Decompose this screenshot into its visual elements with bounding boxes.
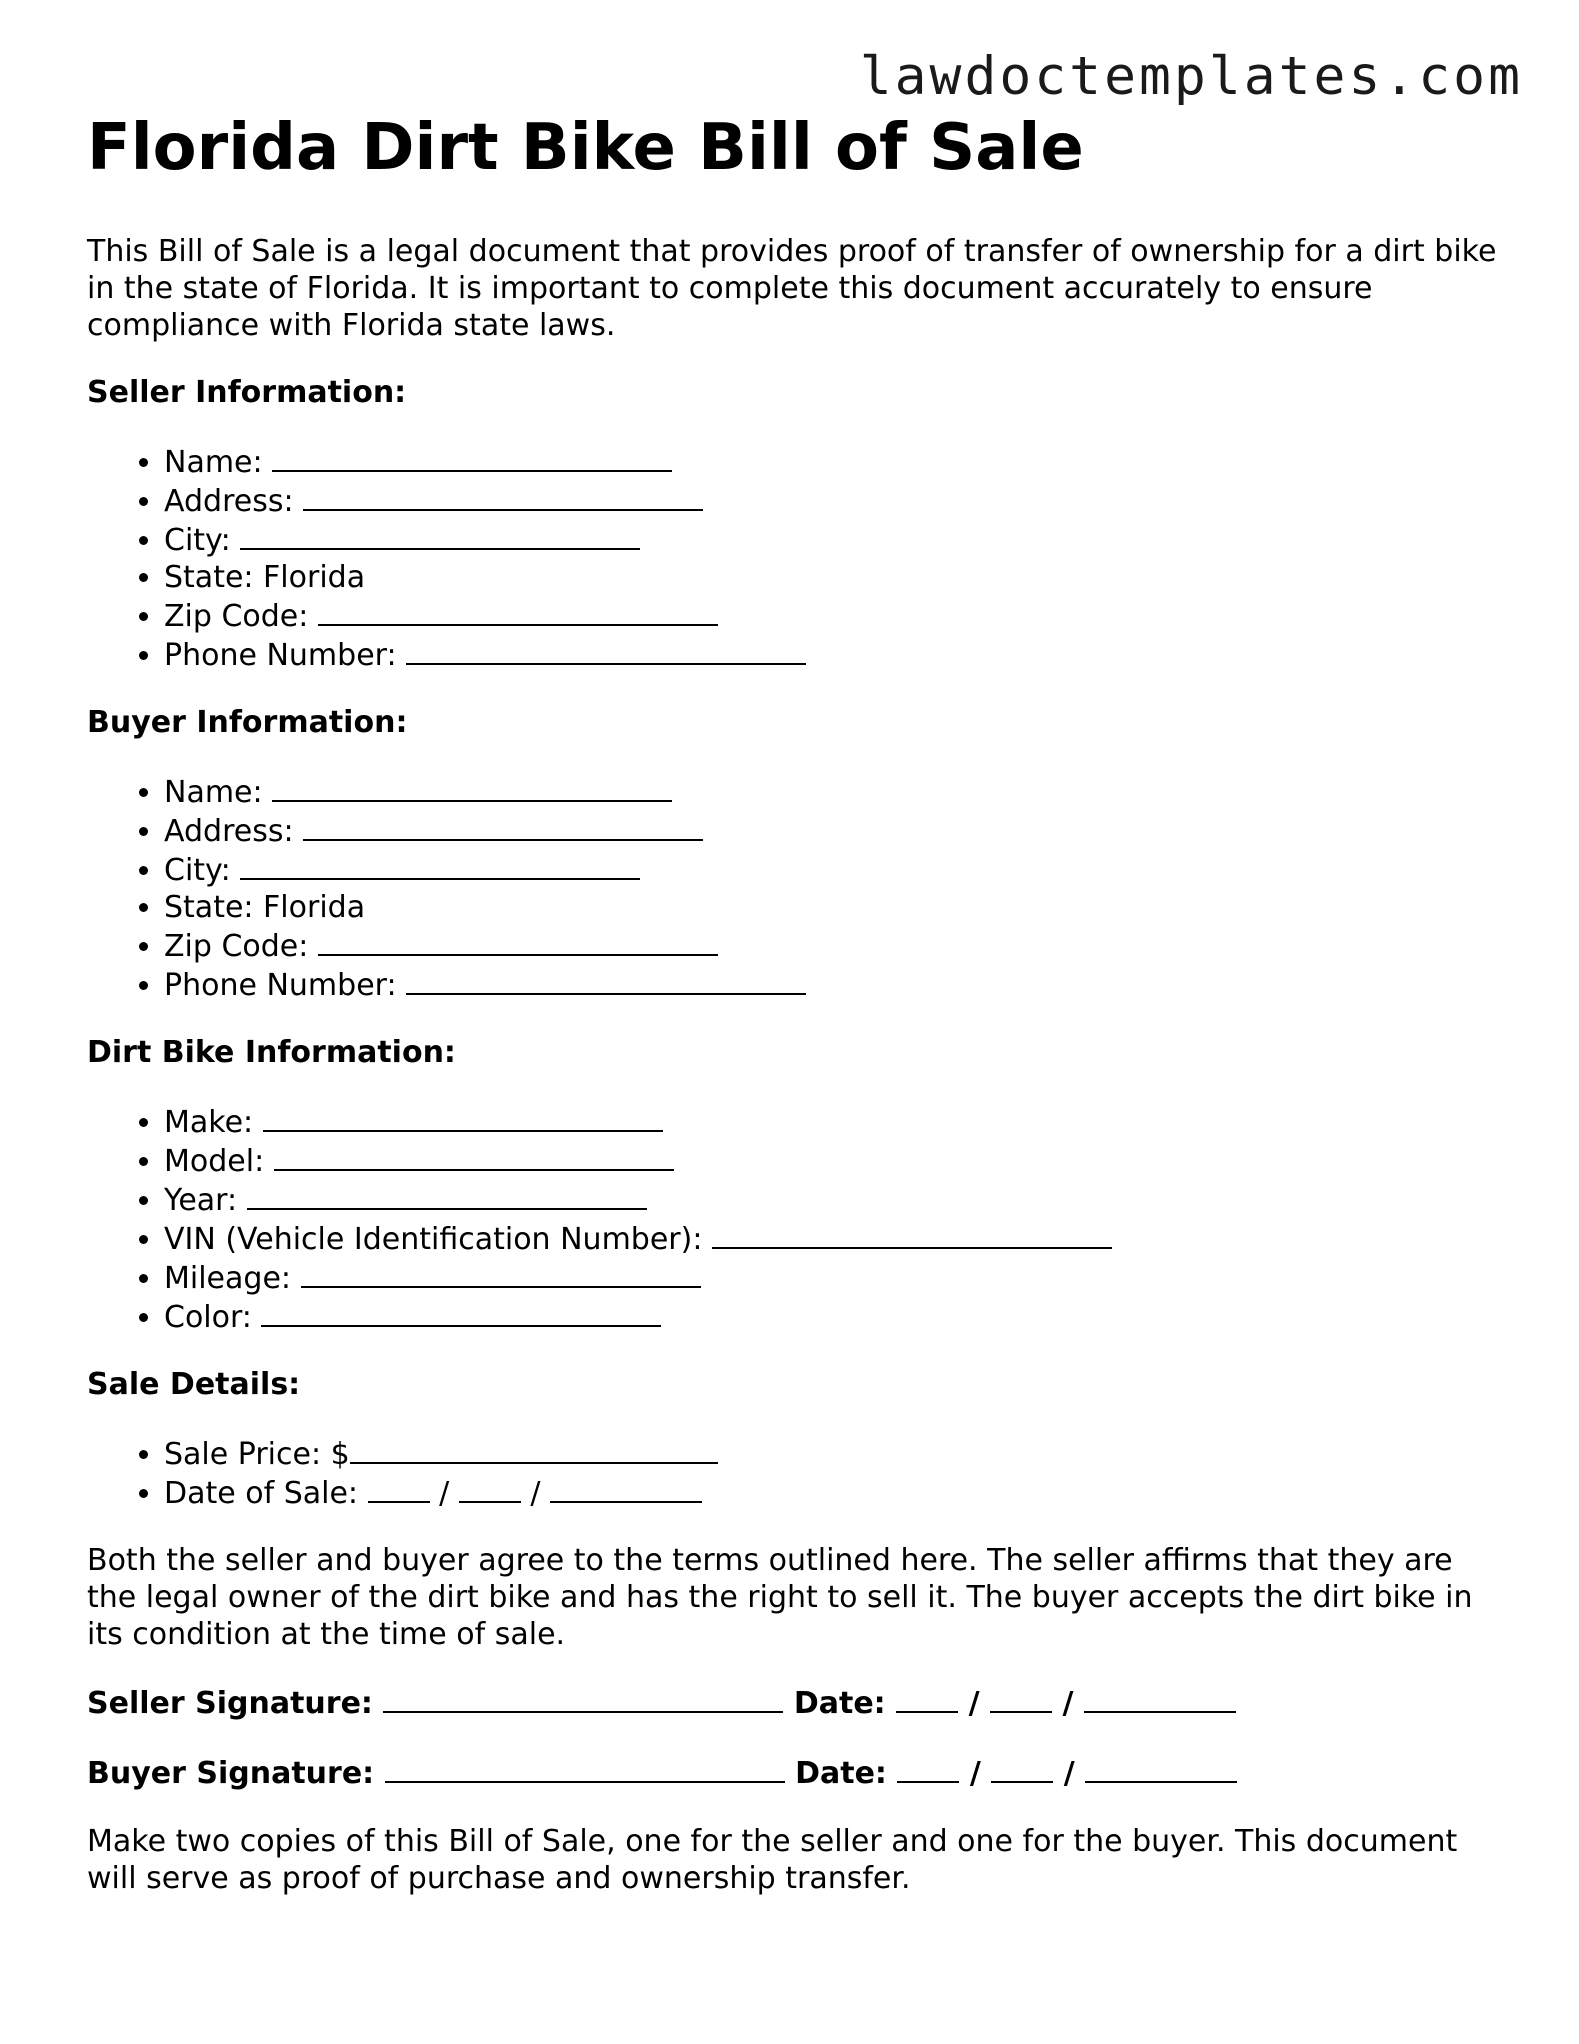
- bike-color-field[interactable]: [261, 1297, 661, 1327]
- buyer-city-field[interactable]: [240, 850, 640, 880]
- bike-make-label: Make:: [164, 1104, 254, 1140]
- agreement-paragraph: Both the seller and buyer agree to the terms outlined here. The seller affirms that they are the legal owner of the dirt bike and has the right to sell it. The buyer accepts the dirt bike in its condition at the time of sale.: [87, 1542, 1473, 1652]
- seller-zip-label: Zip Code:: [164, 598, 309, 634]
- bike-model-label: Model:: [164, 1143, 265, 1179]
- sale-field-list: [87, 1434, 1507, 1512]
- seller-signature-field[interactable]: [383, 1683, 783, 1713]
- bike-vin-field[interactable]: [712, 1219, 1112, 1249]
- document-body: [87, 112, 1507, 1897]
- date-separator: /: [969, 1755, 981, 1791]
- list-item: [164, 520, 1507, 559]
- buyer-field-list: [87, 772, 1507, 1004]
- seller-field-list: [87, 442, 1507, 674]
- bike-heading: Dirt Bike Information:: [87, 1034, 456, 1070]
- bike-mileage-label: Mileage:: [164, 1260, 292, 1296]
- list-item: [164, 559, 1507, 596]
- date-separator: /: [439, 1475, 450, 1511]
- list-item: [164, 926, 1507, 965]
- bike-year-label: Year:: [164, 1182, 238, 1218]
- buyer-date-label: Date:: [795, 1755, 887, 1791]
- date-separator: /: [530, 1475, 541, 1511]
- seller-date-month-field[interactable]: [896, 1683, 958, 1713]
- buyer-signature-label: Buyer Signature:: [87, 1755, 375, 1791]
- seller-city-label: City:: [164, 522, 231, 558]
- list-item: [164, 1434, 1507, 1473]
- list-item: [164, 772, 1507, 811]
- closing-paragraph: Make two copies of this Bill of Sale, one for the seller and one for the buyer. This document will serve as proof of purchase and ownership transfer.: [87, 1823, 1458, 1896]
- seller-date-label: Date:: [793, 1685, 886, 1721]
- buyer-address-field[interactable]: [303, 811, 703, 841]
- buyer-zip-label: Zip Code:: [164, 928, 309, 964]
- sale-date-year-field[interactable]: [550, 1473, 702, 1503]
- sale-date-day-field[interactable]: [459, 1473, 521, 1503]
- list-item: [164, 1180, 1507, 1219]
- list-item: [164, 1141, 1507, 1180]
- bike-year-field[interactable]: [247, 1180, 647, 1210]
- buyer-state-label: State: Florida: [164, 889, 366, 925]
- seller-address-label: Address:: [164, 483, 294, 519]
- seller-city-field[interactable]: [240, 520, 640, 550]
- list-item: [164, 1102, 1507, 1141]
- seller-date-day-field[interactable]: [990, 1683, 1052, 1713]
- seller-phone-field[interactable]: [406, 635, 806, 665]
- list-item: [164, 1473, 1507, 1512]
- buyer-date-month-field[interactable]: [897, 1753, 959, 1783]
- seller-name-field[interactable]: [272, 442, 672, 472]
- buyer-zip-field[interactable]: [318, 926, 718, 956]
- bike-field-list: [87, 1102, 1507, 1336]
- buyer-date-day-field[interactable]: [991, 1753, 1053, 1783]
- bike-mileage-field[interactable]: [301, 1258, 701, 1288]
- list-item: [164, 1297, 1507, 1336]
- seller-state-label: State: Florida: [164, 559, 366, 595]
- seller-date-year-field[interactable]: [1084, 1683, 1236, 1713]
- list-item: [164, 596, 1507, 635]
- page-title: Florida Dirt Bike Bill of Sale: [87, 111, 1084, 185]
- buyer-signature-field[interactable]: [385, 1753, 785, 1783]
- list-item: [164, 811, 1507, 850]
- buyer-heading: Buyer Information:: [87, 704, 408, 740]
- bike-vin-label: VIN (Vehicle Identification Number):: [164, 1221, 703, 1257]
- seller-heading: Seller Information:: [87, 374, 407, 410]
- list-item: [164, 481, 1507, 520]
- seller-address-field[interactable]: [303, 481, 703, 511]
- sale-date-month-field[interactable]: [368, 1473, 430, 1503]
- buyer-address-label: Address:: [164, 813, 294, 849]
- sale-price-label: Sale Price: $: [164, 1436, 350, 1472]
- buyer-signature-row: [87, 1753, 1507, 1792]
- buyer-phone-label: Phone Number:: [164, 967, 397, 1003]
- seller-zip-field[interactable]: [318, 596, 718, 626]
- seller-name-label: Name:: [164, 444, 263, 480]
- buyer-date-year-field[interactable]: [1085, 1753, 1237, 1783]
- list-item: [164, 442, 1507, 481]
- seller-signature-row: [87, 1683, 1507, 1722]
- sale-heading: Sale Details:: [87, 1366, 301, 1402]
- bike-color-label: Color:: [164, 1299, 252, 1335]
- intro-paragraph: This Bill of Sale is a legal document that provides proof of transfer of ownership for a dirt bike in the state of Florida. It is important to complete this document accurately to ensure compliance with Florida state laws.: [87, 233, 1497, 343]
- buyer-phone-field[interactable]: [406, 965, 806, 995]
- date-separator: /: [968, 1685, 980, 1721]
- watermark-logo: lawdoctemplates.com: [859, 46, 1523, 107]
- list-item: [164, 1258, 1507, 1297]
- sale-date-label: Date of Sale:: [164, 1475, 359, 1511]
- list-item: [164, 965, 1507, 1004]
- seller-signature-label: Seller Signature:: [87, 1685, 373, 1721]
- bike-model-field[interactable]: [274, 1141, 674, 1171]
- list-item: [164, 1219, 1507, 1258]
- sale-price-field[interactable]: [350, 1434, 718, 1464]
- bike-make-field[interactable]: [263, 1102, 663, 1132]
- seller-phone-label: Phone Number:: [164, 637, 397, 673]
- list-item: [164, 889, 1507, 926]
- buyer-name-field[interactable]: [272, 772, 672, 802]
- buyer-city-label: City:: [164, 852, 231, 888]
- date-separator: /: [1063, 1755, 1075, 1791]
- buyer-name-label: Name:: [164, 774, 263, 810]
- list-item: [164, 635, 1507, 674]
- date-separator: /: [1062, 1685, 1074, 1721]
- list-item: [164, 850, 1507, 889]
